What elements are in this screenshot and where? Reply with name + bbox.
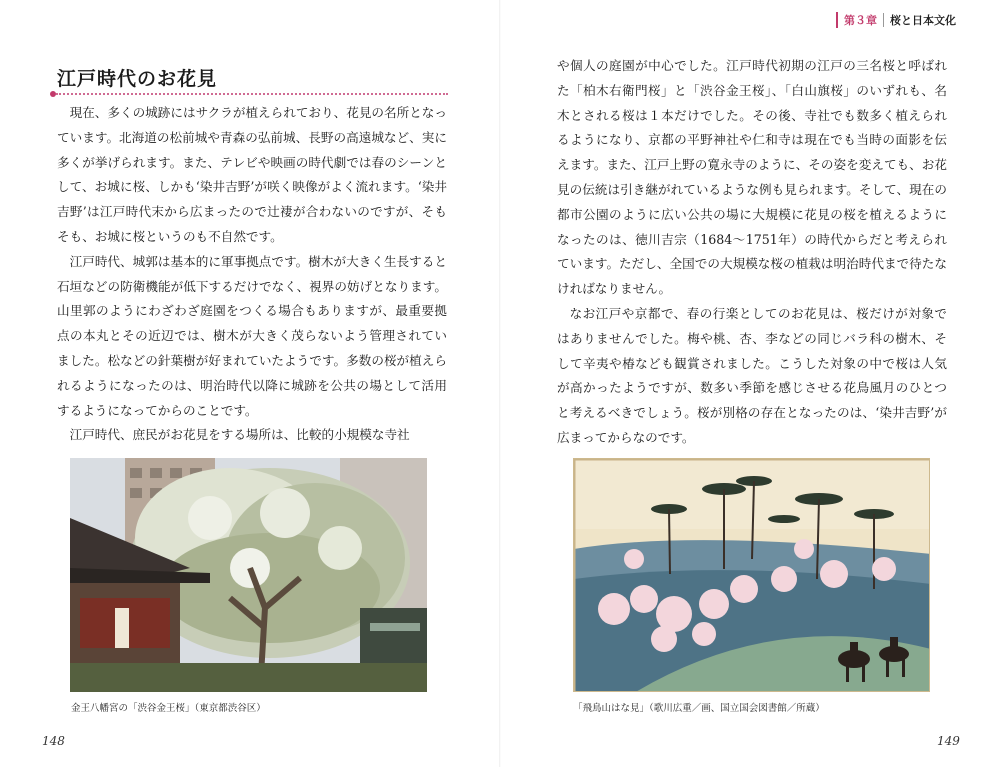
- paragraph: や個人の庭園が中心でした。江戸時代初期の江戸の三名桜と呼ばれた「柏木右衛門桜」と「渋谷金王桜」、「白山旗桜」のいずれも、名木とされる桜は１本だけでした。その後、寺社でも数多く植えられるようになり、京都の平野神社や仁和寺は現在でも当時の面影を伝えます。また、江戸上野の寛永寺のように、その姿を変えても、お花見の伝統は引き継がれているような例も見られます。そして、現在の都市公園のように広い公共の場に大規模に花見の桜を植えるようになったのは、徳川吉宗（1684〜1751年）の時代からだと考えられています。ただし、全国での大規模な桜の植栽は明治時代まで待たなければなりません。: [557, 58, 947, 297]
- print-caption: 「飛鳥山はな見」（歌川広重／画、国立国会図書館／所蔵）: [573, 703, 825, 714]
- paragraph: なお江戸や京都で、春の行楽としてのお花見は、桜だけが対象ではありませんでした。梅や桃、杏、李などの同じバラ科の樹木、そして辛夷や椿なども観賞されました。こうした対象の中で桜は人気が高かったようですが、数多い季節を感じさせる花鳥風月のひとつと考えるべきでしょう。桜が別格の存在となったのは、‘染井吉野’が広まってからなのです。: [557, 305, 947, 445]
- paragraph: 江戸時代、庶民がお花見をする場所は、比較的小規模な寺社: [69, 427, 410, 443]
- chapter-title: 桜と日本文化: [890, 14, 956, 27]
- right-body-text: [557, 54, 947, 451]
- ukiyoe-print: [573, 458, 930, 692]
- photo-caption: 金王八幡宮の「渋谷金王桜」（東京都渋谷区）: [71, 703, 266, 714]
- page-number-left: 148: [42, 734, 65, 748]
- chapter-label: 第３章: [844, 14, 877, 27]
- page-number-right: 149: [937, 734, 960, 748]
- section-title: 江戸時代のお花見: [57, 68, 218, 90]
- paragraph: 江戸時代、城郭は基本的に軍事拠点です。樹木が大きく生長すると石垣などの防衛機能が低下するだけでなく、視界の妨げとなります。山里郭のようにわざわざ庭園をつくる場合もありますが、最重要拠点の本丸とその近辺では、樹木が大きく茂らないよう管理されていました。松などの針葉樹が好まれていたようです。多数の桜が植えられるようになったのは、明治時代以降に城跡を公共の場として活用するようになってからのことです。: [57, 253, 447, 418]
- paragraph: 現在、多くの城跡にはサクラが植えられており、花見の名所となっています。北海道の松前城や青森の弘前城、長野の高遠城など、実に多くが挙げられます。また、テレビや映画の時代劇では春のシーンとして、お城に桜、しかも‘染井吉野’が咲く映像がよく流れます。‘染井吉野’は江戸時代末から広まったので辻褄が合わないのですが、そもそも、お城に桜というのも不自然です。: [57, 105, 447, 244]
